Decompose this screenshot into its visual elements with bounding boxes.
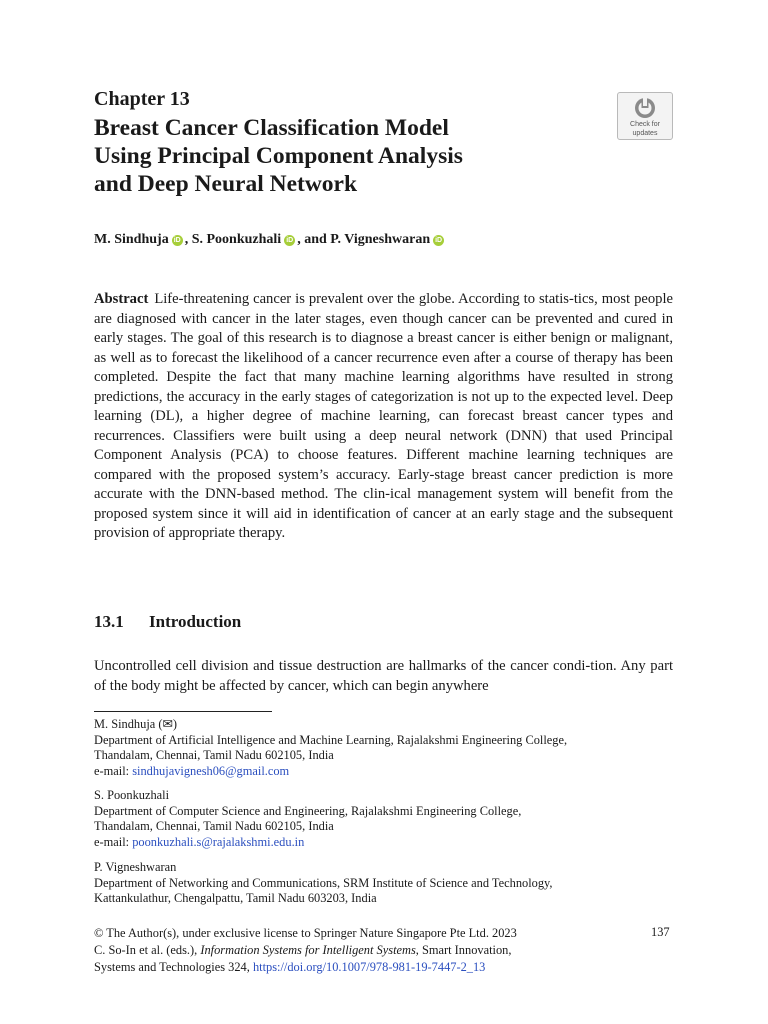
page-number: 137 xyxy=(651,925,670,939)
orcid-icon[interactable]: iD xyxy=(435,237,443,244)
chapter-title xyxy=(94,114,594,198)
copyright-line: © The Author(s), under exclusive license to Springer Nature Singapore Pte Ltd. 2023 xyxy=(94,926,517,940)
author-name: , and P. Vigneshwaran xyxy=(297,232,431,247)
footnote-divider xyxy=(94,711,272,712)
citation-line: C. So-In et al. (eds.), Information Systems for Intelligent Systems, Smart Innovation, xyxy=(94,943,512,957)
abstract xyxy=(94,290,673,544)
orcid-icon[interactable]: iD xyxy=(286,237,294,244)
doi-line: Systems and Technologies 324, https://doi.org/10.1007/978-981-19-7447-2_13 xyxy=(94,960,486,974)
affiliation-dept: Department of Artificial Intelligence and Machine Learning, Rajalakshmi Engineering College, xyxy=(94,732,568,747)
section-title: Introduction xyxy=(149,612,242,631)
affiliation-address: Thandalam, Chennai, Tamil Nadu 602105, India xyxy=(94,819,334,833)
email-link[interactable]: poonkuzhali.s@rajalakshmi.edu.in xyxy=(132,834,305,849)
book-title: Information Systems for Intelligent Systems xyxy=(200,943,416,957)
affiliation-address: Thandalam, Chennai, Tamil Nadu 602105, India xyxy=(94,748,334,762)
affiliation-sindhuja xyxy=(94,717,684,779)
author-list xyxy=(94,232,446,248)
introduction-paragraph: Uncontrolled cell division and tissue destruction are hallmarks of the cancer condi-tion. Any part of the body might be affected by cancer, which can begin anywhere xyxy=(94,658,673,694)
affiliation-vigneshwaran xyxy=(94,860,684,907)
title-line: and Deep Neural Network xyxy=(94,171,358,197)
title-line: Breast Cancer Classification Model xyxy=(94,115,449,141)
affiliation-name: M. Sindhuja (✉) xyxy=(94,717,178,731)
affiliation-name: P. Vigneshwaran xyxy=(94,860,177,874)
affiliation-name: S. Poonkuzhali xyxy=(94,788,170,802)
chapter-label: Chapter 13 xyxy=(94,88,190,110)
affiliation-dept: Department of Networking and Communications, SRM Institute of Science and Technology, xyxy=(94,875,553,890)
affiliation-email: e-mail: sindhujavignesh06@gmail.com xyxy=(94,763,290,778)
abstract-text: Life-threatening cancer is prevalent over the globe. According to statis-tics, most people are diagnosed with cancer in the later stages, even though cancer can be prevented and cured in early stages. The goal of this research is to diagnose a breast cancer is either benign or malignant, as well as to forecast the likelihood of a cancer recurrence even after a course of therapy has been completed. Despite the fact that many machine learning algorithms have resulted in strong predictions, the accuracy in the early stages of categorization is not up to the expected level. Deep learning (DL), a higher degree of machine learning, can forecast breast cancer types and recurrences. Classifiers were built using a deep neural network (DNN) that used Principal Component Analysis (PCA) to choose features. Different machine learning techniques are compared with the proposed system’s accuracy. Early-stage breast cancer prediction is more accurate with the DNN-based method. The clin-ical management system will benefit from the proposed system since it will aid in identification of cancer at an early stage and the subsequent provision of appropriate therapy. xyxy=(94,291,673,541)
check-badge-line2: updates xyxy=(632,129,658,137)
check-for-updates-badge[interactable] xyxy=(617,92,673,140)
check-badge-line1: Check for xyxy=(630,121,660,128)
author-name: , S. Poonkuzhali xyxy=(184,232,282,247)
section-number: 13.1 xyxy=(94,612,124,631)
affiliation-dept: Department of Computer Science and Engineering, Rajalakshmi Engineering College, xyxy=(94,803,522,818)
check-for-updates-icon xyxy=(632,96,658,120)
copyright-footer xyxy=(94,925,654,976)
doi-link[interactable]: https://doi.org/10.1007/978-981-19-7447-2_13 xyxy=(252,960,486,974)
abstract-label: Abstract xyxy=(94,291,149,307)
affiliation-poonkuzhali xyxy=(94,788,684,850)
section-heading xyxy=(94,612,241,632)
affiliation-email: e-mail: poonkuzhali.s@rajalakshmi.edu.in xyxy=(94,834,305,849)
author-name: M. Sindhuja xyxy=(94,232,169,247)
title-line: Using Principal Component Analysis xyxy=(94,143,463,169)
email-link[interactable]: sindhujavignesh06@gmail.com xyxy=(132,763,290,778)
orcid-icon[interactable]: iD xyxy=(173,237,181,244)
affiliation-address: Kattankulathur, Chengalpattu, Tamil Nadu 603203, India xyxy=(94,891,377,905)
envelope-icon: ✉ xyxy=(162,717,173,731)
